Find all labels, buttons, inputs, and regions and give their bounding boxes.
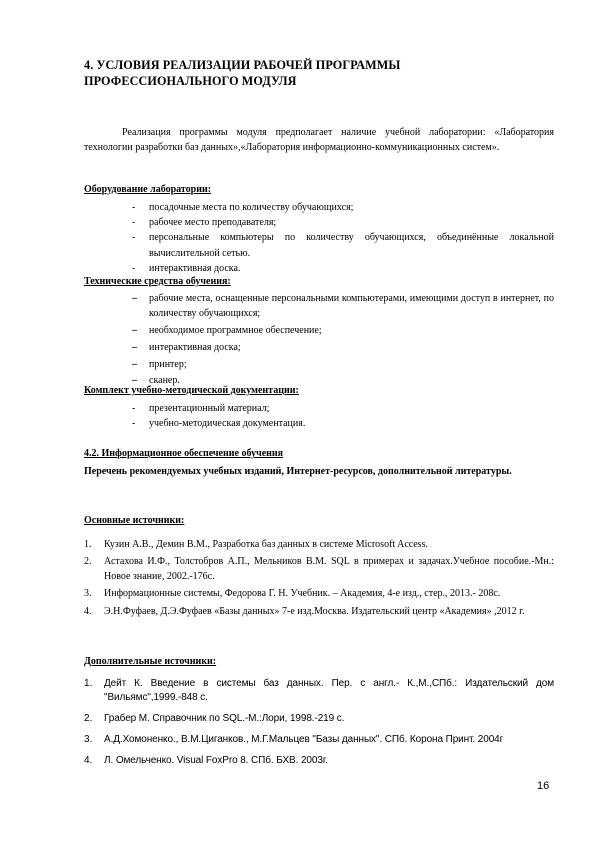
section-4-2-heading: 4.2. Информационное обеспечение обучения [84, 448, 284, 459]
list-item: 2. Астахова И.Ф., Толстобров А.П., Мельников В.М. SQL в примерах и задачах.Учебное пособие.-Мн.: Новое знание, 2002.-176с. [84, 556, 554, 582]
tech-list [84, 291, 554, 390]
main-sources-list [84, 538, 554, 622]
list-item: - интерактивная доска. [84, 261, 554, 276]
list-item: – принтер; [84, 357, 554, 372]
extra-sources-heading: Дополнительные источники: [84, 656, 217, 667]
list-item: – сканер. [84, 373, 554, 388]
list-item: 4. Л. Омельченко. Visual FoxPro 8. СПб. БХВ. 2003г. [84, 755, 328, 767]
list-item: - рабочее место преподавателя; [84, 215, 554, 230]
dash-marker: – [132, 375, 137, 387]
tech-heading: Технические средства обучения: [84, 276, 231, 287]
list-item: 3. Информационные системы, Федорова Г. Н. Учебник. – Академия, 4-е изд., стер., 2013.- 208с. [84, 588, 501, 600]
dash-marker: - [132, 418, 136, 430]
equipment-heading: Оборудование лаборатории: [84, 184, 212, 195]
dash-marker: – [132, 293, 137, 304]
dash-marker: – [132, 325, 137, 336]
list-item: - учебно-методическая документация. [84, 416, 554, 431]
list-item: 4. Э.Н.Фуфаев, Д.Э.Фуфаев «Базы данных» 7-е изд.Москва. Издательский центр «Академия» ,2012 г. [84, 605, 525, 617]
list-item: 2. Грабер М. Справочник по SQL.-М.:Лори, 1998.-219 с. [84, 713, 345, 725]
list-item: - презентационный материал; [84, 401, 554, 416]
docs-list [84, 401, 554, 431]
list-item: – необходимое программное обеспечение; [84, 323, 554, 338]
page-number: 16 [537, 780, 550, 792]
dash-marker: – [132, 358, 137, 370]
dash-marker: - [132, 202, 136, 213]
dash-marker: – [132, 341, 137, 353]
list-item: - посадочные места по количеству обучающихся; [84, 200, 554, 215]
list-item: - персональные компьютеры по количеству обучающихся, объединённые локальной вычислительной сетью. [132, 232, 554, 259]
dash-marker: - [132, 217, 136, 229]
list-item: – интерактивная доска; [84, 340, 554, 355]
main-sources-heading: Основные источники: [84, 515, 185, 526]
list-item: 1. Кузин А.В., Демин В.М., Разработка баз данных в системе Microsoft Access. [84, 539, 428, 550]
docs-heading: Комплект учебно-методической документации: [84, 385, 299, 396]
section-4-2-subheading: Перечень рекомендуемых учебных изданий, Интернет-ресурсов, дополнительной литературы. [84, 466, 512, 477]
section-title: 4. УСЛОВИЯ РЕАЛИЗАЦИИ РАБОЧЕЙ ПРОГРАММЫ ПРОФЕССИОНАЛЬНОГО МОДУЛЯ [84, 58, 401, 88]
intro-paragraph: Реализация программы модуля предполагает наличие учебной лаборатории: «Лаборатория технологии разработки баз данных»,«Лаборатория информационно-коммуникационных систем». [84, 127, 554, 154]
list-item: 1. Дейт К. Введение в системы баз данных. Пер. с англ.- К.,М.,СПб.: Издательский дом "Вильямс",1999.-848 с. [84, 678, 554, 704]
list-item: – рабочие места, оснащенные персональными компьютерами, имеющими доступ в интернет, по количеству обучающихся; [132, 293, 554, 320]
extra-sources-list [84, 677, 554, 775]
dash-marker: - [132, 232, 136, 244]
dash-marker: - [132, 262, 136, 274]
dash-marker: - [132, 403, 136, 414]
equipment-list [84, 200, 554, 276]
list-item: 3. А.Д.Хомоненко., В.М.Циганков., М.Г.Мальцев "Базы данных". СПб. Корона Принт. 2004г [84, 734, 504, 746]
